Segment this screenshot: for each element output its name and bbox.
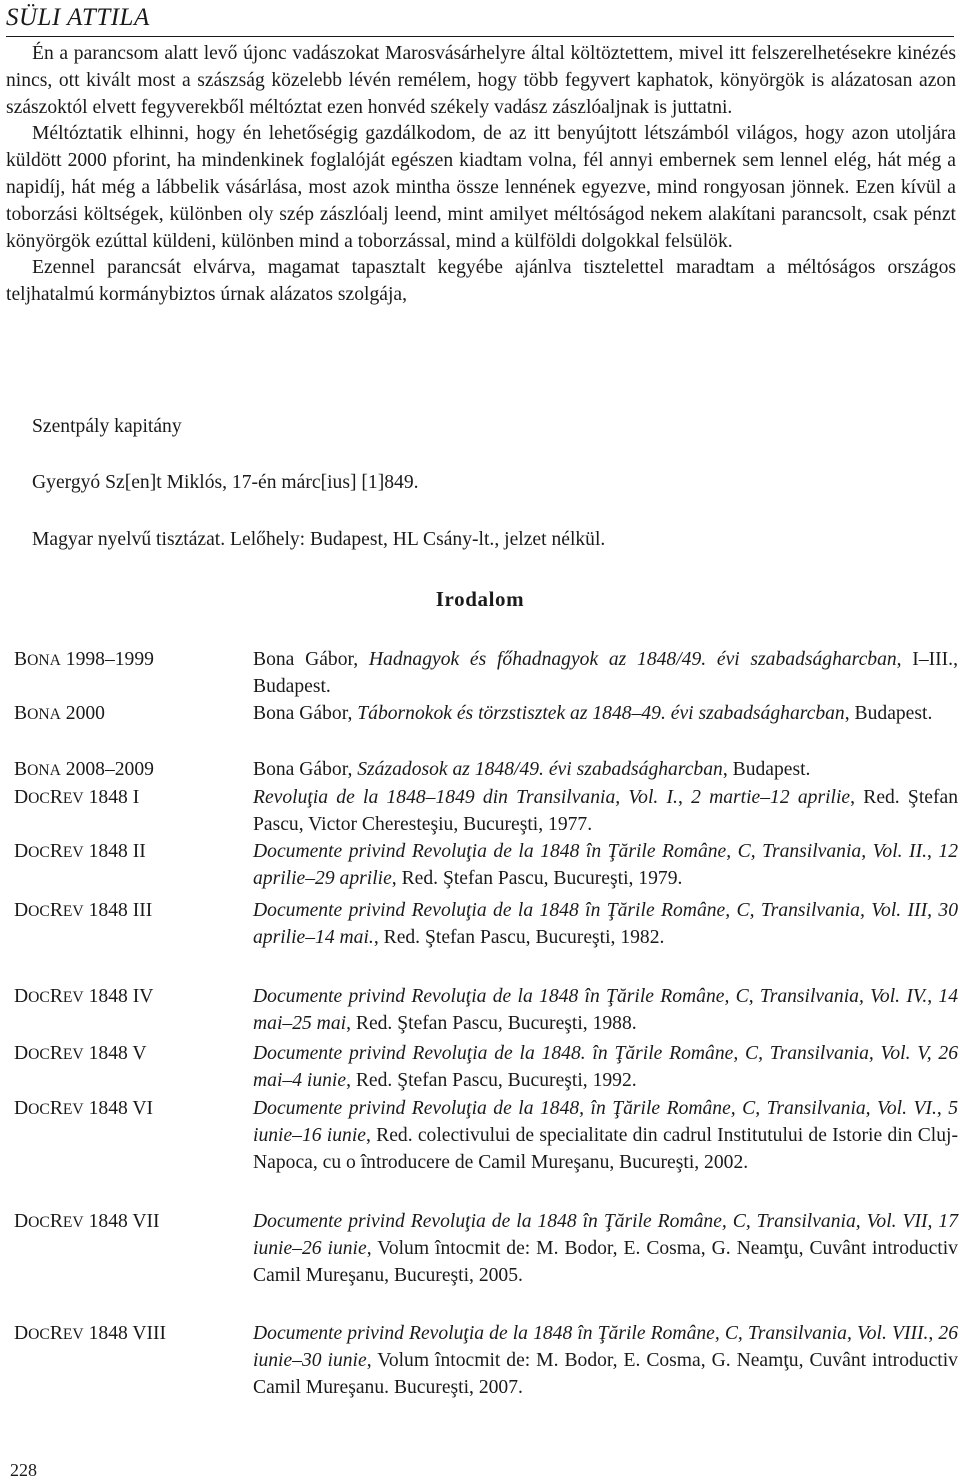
reference-title: Documente privind Revoluţia de la 1848. în Ţările Române, C, Transilvania, Vol. V, 26 mai–4 iunie [253,1043,958,1091]
reference-title: Documente privind Revoluţia de la 1848 în Ţările Române, C, Transilvania, Vol. VIII. [253,1323,929,1344]
bibliography-entry [14,700,958,728]
bibliography-entry [14,1320,958,1401]
bibliography-reference [253,1095,958,1176]
bibliography-key: DOCREV 1848 I [14,787,140,808]
reference-text: , Red. Ştefan Pascu, Victor Cheresteşiu, Bucureşti, 1977. [253,787,958,835]
bibliography-reference [253,1208,958,1289]
reference-text: , Budapest. [722,759,811,780]
reference-title: Documente privind Revoluţia de la 1848 în Ţările Române, C, Transilvania, Vol. II. [253,841,927,862]
bibliography-key: DOCREV 1848 VIII [14,1323,167,1344]
reference-text: , Volum întocmit de: M. Bodor, E. Cosma, G. Neamţu, Cuvânt introductiv Camil Mureşanu. Bucureşti, 2007. [253,1350,958,1398]
reference-title: Documente privind Revoluţia de la 1848 în Ţările Române, C, Transilvania, Vol. IV. [253,986,928,1007]
bibliography-key: DOCREV 1848 VI [14,1098,154,1119]
bibliography-key: DOCREV 1848 IV [14,986,154,1007]
header-rule [6,36,954,37]
bibliography-entry [14,897,958,951]
reference-title: 26 iunie–30 iunie [253,1323,958,1371]
reference-title: Documente privind Revoluţia de la 1848 în Ţările Române, C, Transilvania, Vol. VII, 17 iunie–26 iunie [253,1211,958,1259]
bibliography-entry [14,1040,958,1094]
reference-title: Documente privind Revoluţia de la 1848, în Ţările Române, C, Transilvania, Vol. VI. [253,1098,937,1119]
bibliography-key: BONA 1998–1999 [14,649,154,670]
signature: Szentpály kapitány [32,416,182,437]
reference-text: , [677,787,692,808]
bibliography-reference [253,646,958,700]
reference-title: 12 aprilie–29 aprilie [253,841,958,889]
bibliography-reference [253,756,958,783]
bibliography-reference [253,897,958,951]
bibliography-key: DOCREV 1848 V [14,1043,147,1064]
reference-text: , [927,841,939,862]
bibliography-reference [253,983,958,1037]
page-number: 228 [10,1460,37,1480]
paragraph: Ezennel parancsát elvárva, magamat tapasztalt kegyébe ajánlva tisztelettel maradtam a méltóságos országos teljhatalmú kormánybiztos úrnak alázatos szolgája, [6,257,956,306]
reference-text: , Budapest. [844,703,933,724]
bibliography-entry [14,646,958,700]
section-title: Irodalom [435,587,525,611]
reference-text: , Red. Ştefan Pascu, Bucureşti, 1979. [391,868,683,889]
reference-title: 14 mai–25 mai [253,986,959,1034]
reference-title: Documente privind Revoluţia de la 1848 în Ţările Române, C, Transilvania, Vol. III, 30 aprilie–14 mai. [253,900,958,948]
reference-text: , [928,1323,939,1344]
reference-text: , [927,986,939,1007]
reference-title: 2 martie–12 aprilie [691,787,851,808]
bibliography-entry [14,838,958,892]
bibliography-entry [14,784,958,838]
bibliography-reference [253,700,958,727]
reference-title: Revoluţia de la 1848–1849 din Transilvania, Vol. I. [253,787,678,808]
letter-body [6,41,956,309]
source-note: Magyar nyelvű tisztázat. Lelőhely: Budapest, HL Csány-lt., jelzet nélkül. [32,529,606,550]
reference-text: , I–III., Budapest. [253,649,958,697]
bibliography-key: BONA 2008–2009 [14,759,154,780]
reference-text: , [936,1098,949,1119]
reference-text: , Red. Ştefan Pascu, Bucureşti, 1988. [346,1013,637,1034]
bibliography-reference [253,838,958,892]
paragraph: Méltóztatik elhinni, hogy én lehetőségig gazdálkodom, de az itt benyújtott létszámból világos, hogy azon utoljára küldött 2000 pforint, ha mindenkinek foglalóját egészen kiadtam volna, fél annyi embernek sem lennel elég, hát még a napidíj, hát még a lábbelik vásárlása, most azok mintha össze lennének egyezve, mind rongyosan jönnek. Ezen kívül a toborzási költségek, különben oly szép zászlóalj leend, mint amilyet méltóságod nekem alakítani parancsolt, csak pénzt könyörgök ezúttal küldeni, különben mind a toborzással, mind a külföldi dolgokkal felsülök. [6,123,956,252]
reference-text: Bona Gábor, [253,649,369,670]
reference-text: , Volum întocmit de: M. Bodor, E. Cosma, G. Neamţu, Cuvânt introductiv Camil Mureşanu, Bucureşti, 2005. [253,1238,958,1286]
reference-text: Bona Gábor, [253,703,358,724]
reference-text: Bona Gábor, [253,759,358,780]
paragraph: Én a parancsom alatt levő újonc vadászokat Marosvásárhelyre által költöztettem, mivel itt felszerelhetésekre kinézés nincs, ott kivált most a szászság közelebb lévén remélem, hogy több fegyvert kaphatok, könyörgök is alázatosan azon szászoktól elvett fegyverekből méltóztat ezen honvéd székely vadász zászlóaljnak is juttatni. [6,43,956,118]
reference-text: , Red. colectivului de specialitate din cadrul Institutului de Istorie din Cluj-Napoca, cu o întroducere de Camil Mureşanu, Bucureşti, 2002. [253,1125,958,1173]
dateline: Gyergyó Sz[en]t Miklós, 17-én márc[ius] [1]849. [32,472,419,493]
bibliography-entry [14,983,958,1037]
bibliography-key: BONA 2000 [14,703,105,724]
bibliography-reference [253,1320,958,1401]
bibliography-entry [14,1208,958,1289]
reference-title: Századosok az 1848/49. évi szabadságharcban [357,759,723,780]
bibliography-reference [253,784,958,838]
bibliography-list [14,646,958,1446]
reference-title: Tábornokok és törzstisztek az 1848–49. évi szabadságharcban [357,703,845,724]
reference-title: 5 iunie–16 iunie [253,1098,959,1146]
reference-text: , Red. Ştefan Pascu, Bucureşti, 1992. [346,1070,637,1091]
bibliography-key: DOCREV 1848 II [14,841,146,862]
bibliography-entry [14,1095,958,1176]
running-head: SÜLI ATTILA [6,4,150,31]
bibliography-key: DOCREV 1848 VII [14,1211,160,1232]
reference-title: Hadnagyok és főhadnagyok az 1848/49. évi szabadságharcban [368,649,897,670]
bibliography-key: DOCREV 1848 III [14,900,153,921]
reference-text: , Red. Ştefan Pascu, Bucureşti, 1982. [373,927,665,948]
bibliography-entry [14,756,958,784]
bibliography-reference [253,1040,958,1094]
